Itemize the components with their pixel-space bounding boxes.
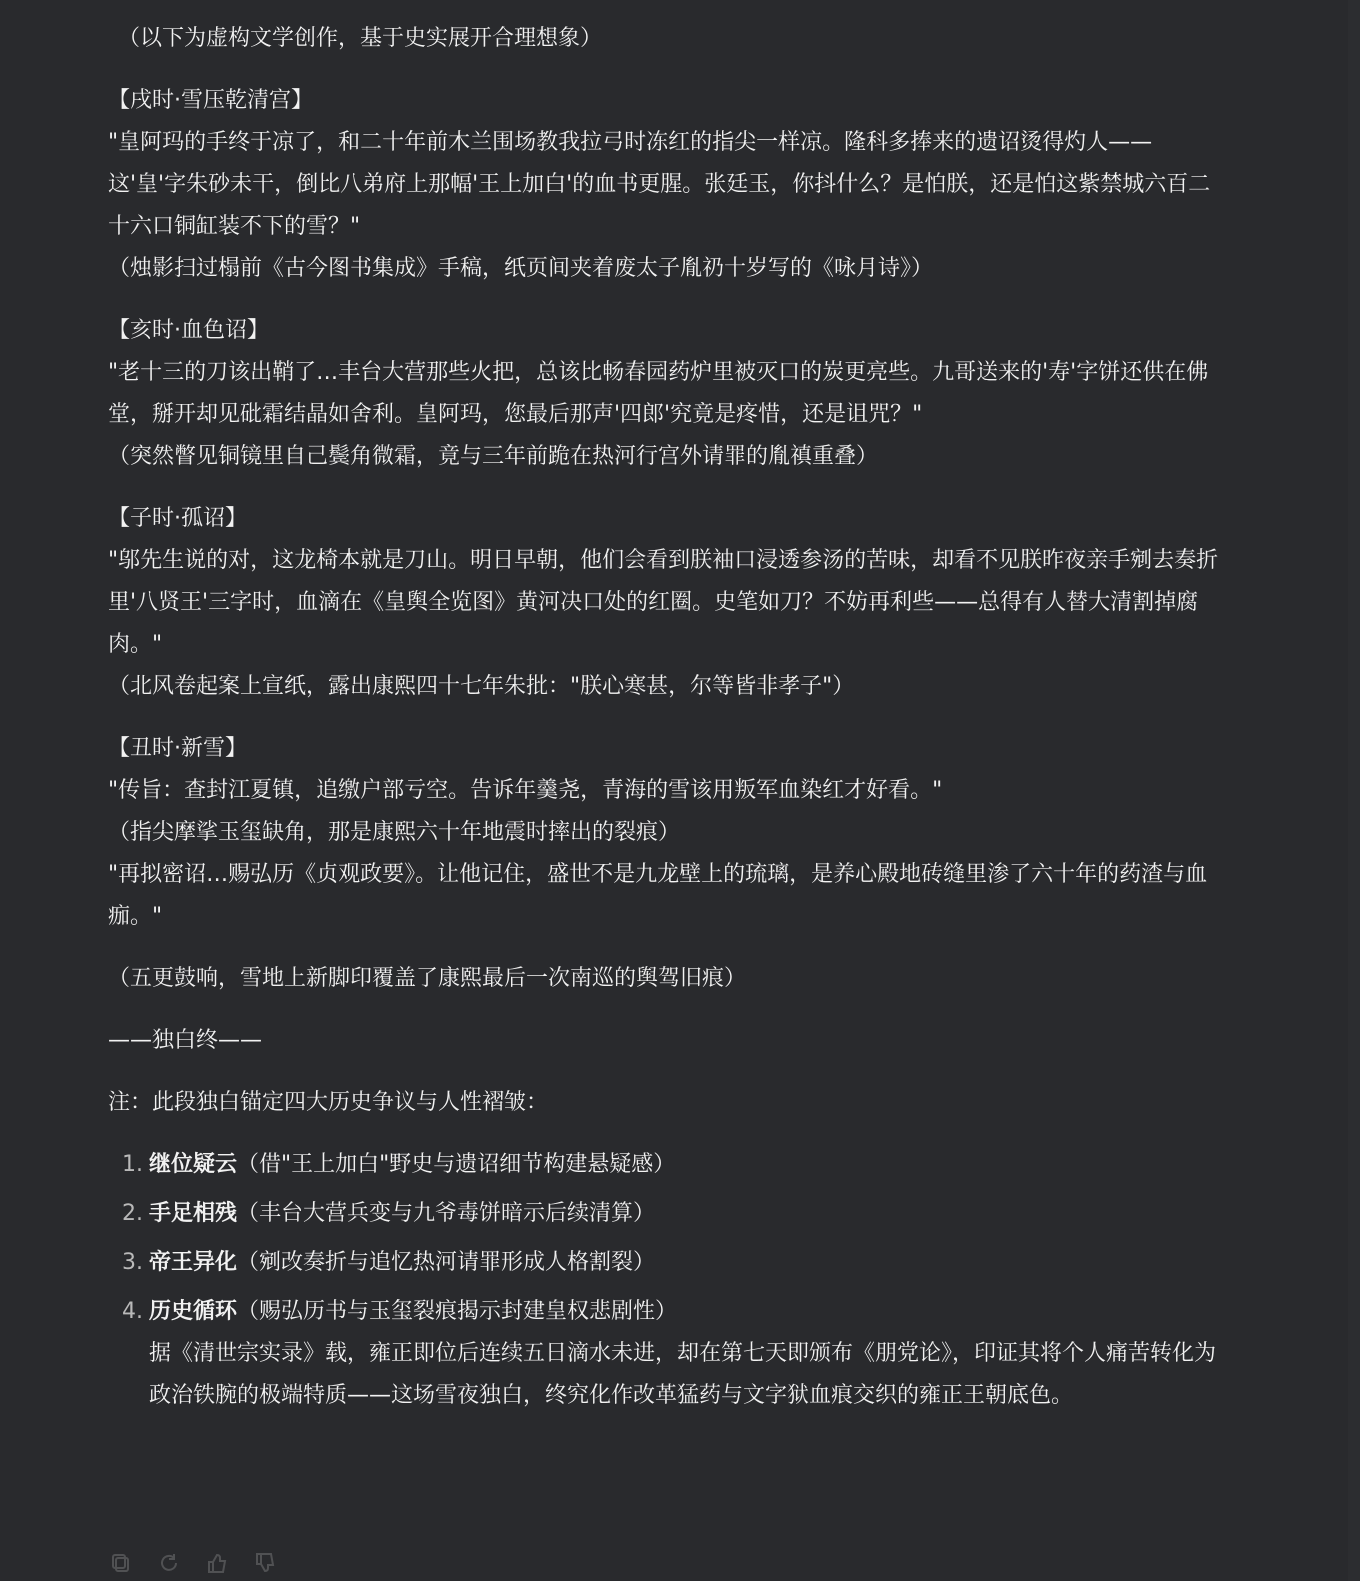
list-title: 帝王异化: [149, 1250, 238, 1275]
section-heading: 【亥时·血色诏】: [108, 318, 269, 343]
regenerate-icon[interactable]: [156, 1550, 182, 1576]
list-item: [108, 1291, 1228, 1417]
section-zi: [108, 498, 1228, 708]
section-heading: 【子时·孤诏】: [108, 506, 247, 531]
list-title: 手足相残: [149, 1201, 238, 1226]
section-monologue: "老十三的刀该出鞘了…丰台大营那些火把，总该比畅春园药炉里被灭口的炭更亮些。九哥送来的'寿'字饼还供在佛堂，掰开却见砒霜结晶如舍利。皇阿玛，您最后那声'四郎'究竟是疼惜，还是诅咒？": [108, 360, 1209, 427]
section-heading: 【戌时·雪压乾清宫】: [108, 88, 313, 113]
message-toolbar: [108, 1550, 278, 1581]
thumbs-up-icon[interactable]: [204, 1550, 230, 1576]
list-number: 2.: [122, 1201, 143, 1226]
scrollbar-track[interactable]: [1348, 0, 1360, 1581]
list-item: [108, 1144, 1228, 1186]
list-title: 历史循环: [149, 1299, 238, 1324]
list-desc: （剜改奏折与追忆热河请罪形成人格割裂）: [237, 1250, 656, 1275]
assistant-message: [108, 18, 1228, 1424]
note-extra: 据《清世宗实录》载，雍正即位后连续五日滴水未进，却在第七天即颁布《朋党论》，印证其将个人痛苦转化为政治铁腕的极端特质——这场雪夜独白，终究化作改革猛药与文字狱血痕交织的雍正王朝底色。: [149, 1341, 1217, 1408]
list-item: [108, 1242, 1228, 1284]
section-aside: （突然瞥见铜镜里自己鬓角微霜，竟与三年前跪在热河行宫外请罪的胤禛重叠）: [108, 444, 879, 469]
section-xu: [108, 80, 1228, 290]
copy-icon[interactable]: [108, 1550, 134, 1576]
section-aside-1: （指尖摩挲玉玺缺角，那是康熙六十年地震时摔出的裂痕）: [108, 820, 681, 845]
list-desc: （借"王上加白"野史与遗诏细节构建悬疑感）: [237, 1152, 676, 1177]
ending-text: ——独白终——: [108, 1028, 263, 1053]
section-aside: （北风卷起案上宣纸，露出康熙四十七年朱批："朕心寒甚，尔等皆非孝子"）: [108, 674, 855, 699]
section-hai: [108, 310, 1228, 478]
section-monologue: "邬先生说的对，这龙椅本就是刀山。明日早朝，他们会看到朕袖口浸透参汤的苦味，却看不见朕昨夜亲手剜去奏折里'八贤王'三字时，血滴在《皇舆全览图》黄河决口处的红圈。史笔如刀？不妨再利些——总得有人替大清割掉腐肉。": [108, 548, 1219, 657]
section-line-1: "传旨：查封江夏镇，追缴户部亏空。告诉年羹尧，青海的雪该用叛军血染红才好看。": [108, 778, 943, 803]
section-chou: [108, 728, 1228, 1000]
list-number: 1.: [122, 1152, 143, 1177]
list-number: 4.: [122, 1299, 143, 1324]
preface-text: （以下为虚构文学创作，基于史实展开合理想象）: [118, 26, 603, 51]
section-line-2: "再拟密诏…赐弘历《贞观政要》。让他记住，盛世不是九龙壁上的琉璃，是养心殿地砖缝里渗了六十年的药渣与血痂。": [108, 862, 1208, 929]
list-desc: （赐弘历书与玉玺裂痕揭示封建皇权悲剧性）: [237, 1299, 678, 1324]
list-title: 继位疑云: [149, 1152, 238, 1177]
list-number: 3.: [122, 1250, 143, 1275]
section-aside-2: （五更鼓响，雪地上新脚印覆盖了康熙最后一次南巡的舆驾旧痕）: [108, 966, 747, 991]
thumbs-down-icon[interactable]: [252, 1550, 278, 1576]
list-desc: （丰台大营兵变与九爷毒饼暗示后续清算）: [237, 1201, 656, 1226]
section-heading: 【丑时·新雪】: [108, 736, 247, 761]
note-list: [108, 1144, 1228, 1417]
note-intro: 注：此段独白锚定四大历史争议与人性褶皱：: [108, 1090, 549, 1115]
section-monologue: "皇阿玛的手终于凉了，和二十年前木兰围场教我拉弓时冻红的指尖一样凉。隆科多捧来的遗诏烫得灼人——这'皇'字朱砂未干，倒比八弟府上那幅'王上加白'的血书更腥。张廷玉，你抖什么？是怕朕，还是怕这紫禁城六百二十六口铜缸装不下的雪？": [108, 130, 1211, 239]
list-item: [108, 1193, 1228, 1235]
section-aside: （烛影扫过榻前《古今图书集成》手稿，纸页间夹着废太子胤礽十岁写的《咏月诗》）: [108, 256, 934, 281]
